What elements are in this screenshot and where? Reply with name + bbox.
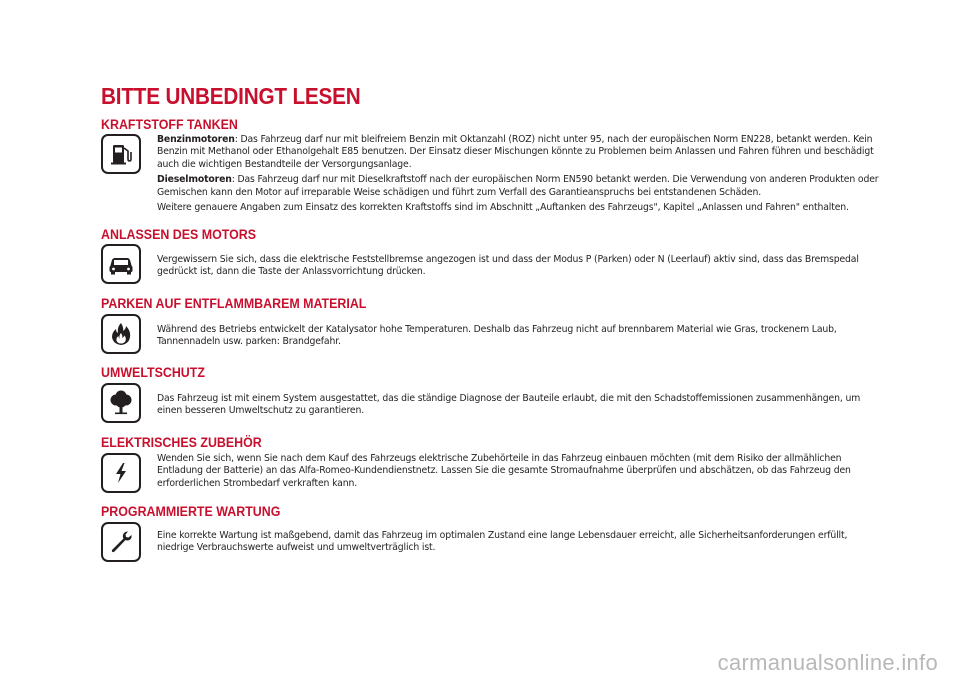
section-heading-kraftstoff-tanken: KRAFTSTOFF TANKEN (101, 117, 238, 132)
page-title: BITTE UNBEDINGT LESEN (101, 83, 361, 109)
section-text-umweltschutz (157, 393, 881, 421)
term-dieselmotoren: Dieselmotoren (157, 174, 232, 186)
paragraph-programmierte-wartung: Eine korrekte Wartung ist maßgebend, damit das Fahrzeug im optimalen Zustand eine lange Lebensdauer erreicht, alle Sicherheitsanforderungen erfüllt, niedrige Verbrauchswerte aufweist und umweltverträglich ist. (157, 530, 848, 554)
section-heading-elektrisches-zubehoer: ELEKTRISCHES ZUBEHÖR (101, 435, 262, 450)
section-text-programmierte-wartung (157, 530, 881, 558)
watermark-text: carmanualsonline.info (717, 650, 938, 675)
text-weitere-angaben: Weitere genauere Angaben zum Einsatz des korrekten Kraftstoffs sind im Abschnitt „Auftanken des Fahrzeugs", Kapitel „Anlassen und Fahren" enthalten. (157, 202, 849, 214)
wrench-icon (101, 522, 141, 562)
tree-icon (101, 383, 141, 423)
car-front-icon (101, 244, 141, 284)
section-heading-parken-entflammbar: PARKEN AUF ENTFLAMMBAREM MATERIAL (101, 296, 367, 311)
section-text-anlassen-des-motors (157, 254, 881, 282)
flame-icon (101, 314, 141, 354)
paragraph-parken: Während des Betriebs entwickelt der Katalysator hohe Temperaturen. Deshalb das Fahrzeug nicht auf brennbarem Material wie Gras, trockenem Laub, Tannennadeln usw. parken: Brandgefahr. (157, 324, 837, 348)
term-benzinmotoren: Benzinmotoren (157, 134, 235, 145)
fuel-pump-icon (101, 134, 141, 174)
section-heading-anlassen-des-motors: ANLASSEN DES MOTORS (101, 227, 257, 242)
paragraph-elektrisches-zubehoer: Wenden Sie sich, wenn Sie nach dem Kauf des Fahrzeugs elektrische Zubehörteile in das Fahrzeug einbauen möchten (mit dem Risiko der allmählichen Entladung der Batterie) an das Alfa-Romeo-Kundendienstnetz. Lassen Sie die gesamte Stromaufnahme überprüfen und abschätzen, ob das Fahrzeug den erforderlichen Strombedarf verkraften kann. (157, 453, 851, 489)
section-heading-umweltschutz: UMWELTSCHUTZ (101, 365, 205, 380)
section-text-parken-entflammbar (157, 324, 881, 352)
text-dieselmotoren: : Das Fahrzeug darf nur mit Dieselkraftstoff nach der europäischen Norm EN590 betankt werden. Die Verwendung von anderen Produkten oder Gemischen kann den Motor auf irreparable Weise schädigen und führt zum Verfall des Garantieanspruchs bei entstandenen Schäden. (157, 174, 879, 198)
paragraph-weitere-angaben (157, 202, 881, 214)
text-benzinmotoren: : Das Fahrzeug darf nur mit bleifreiem Benzin mit Oktanzahl (ROZ) nicht unter 95, nach der europäischen Norm EN228, betankt werden. Kein Benzin mit Methanol oder Ethanolgehalt E85 benutzen. Der Einsatz dieser Mischungen könnte zu Problemen beim Anlassen und Fahren führen und beschädigt auch die wichtigen Bestandteile der Versorgungsanlage. (157, 134, 874, 170)
section-text-kraftstoff-tanken (157, 134, 881, 217)
section-text-elektrisches-zubehoer (157, 453, 881, 493)
paragraph-dieselmotoren (157, 174, 881, 199)
lightning-bolt-icon (101, 453, 141, 493)
paragraph-anlassen: Vergewissern Sie sich, dass die elektrische Feststellbremse angezogen ist und dass der Modus P (Parken) oder N (Leerlauf) aktiv sind, dass das Bremspedal gedrückt ist, dann die Taste der Anlassvorrichtung drücken. (157, 254, 859, 278)
section-heading-programmierte-wartung: PROGRAMMIERTE WARTUNG (101, 504, 281, 519)
paragraph-benzinmotoren (157, 134, 881, 171)
paragraph-umweltschutz: Das Fahrzeug ist mit einem System ausgestattet, das die ständige Diagnose der Bauteile erlaubt, die mit den Schadstoffemissionen zusammenhängen, um einen besseren Umweltschutz zu garantieren. (157, 393, 861, 417)
